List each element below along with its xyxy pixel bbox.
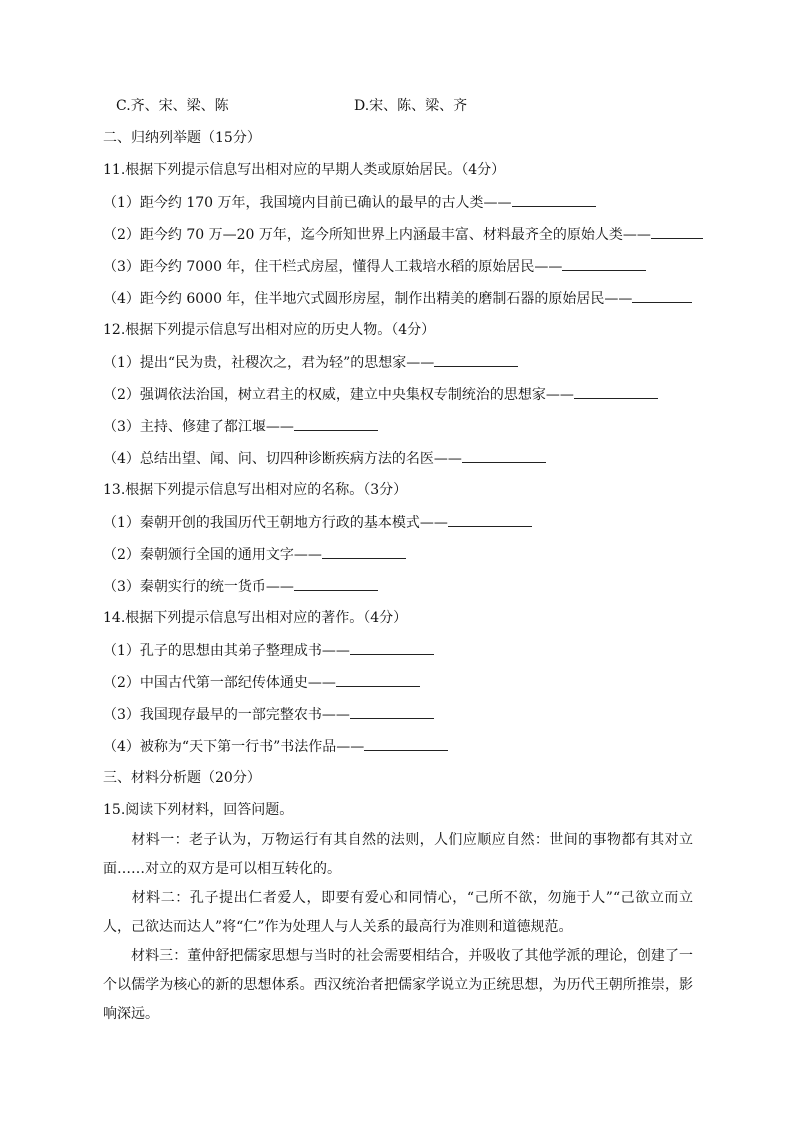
q15-material-1 <box>103 826 693 884</box>
q14-answer-2-blank[interactable] <box>336 672 420 687</box>
q15-stem: 15.阅读下列材料，回答问题。 <box>103 802 294 818</box>
q12-item-4 <box>103 448 546 469</box>
q13-item-1-text: （1）秦朝开创的我国历代王朝地方行政的基本模式—— <box>103 515 448 531</box>
q12-stem: 12.根据下列提示信息写出相对应的历史人物。（4分） <box>103 322 436 338</box>
section-2-title: 二、归纳列举题（15分） <box>103 130 261 146</box>
q12-item-2 <box>103 384 658 405</box>
q11-answer-1-blank[interactable] <box>512 192 596 207</box>
q13-answer-1-blank[interactable] <box>448 512 532 527</box>
q14-item-4 <box>103 736 448 757</box>
section-3-title: 三、材料分析题（20分） <box>103 770 261 786</box>
q11-item-2 <box>103 224 703 245</box>
q14-item-2-text: （2）中国古代第一部纪传体通史—— <box>103 675 336 691</box>
q12-item-4-text: （4）总结出望、闻、问、切四种诊断疾病方法的名医—— <box>103 451 462 467</box>
q14-item-1 <box>103 640 434 661</box>
q12-answer-3-blank[interactable] <box>294 416 378 431</box>
q15-material-3-text: 材料三：董仲舒把儒家思想与当时的社会需要相结合，并吸收了其他学派的理论，创建了一个以儒学为核心的新的思想体系。西汉统治者把儒家学说立为正统思想，为历代王朝所推崇，影响深远。 <box>103 948 693 1022</box>
q11-item-3-text: （3）距今约 7000 年，住干栏式房屋，懂得人工栽培水稻的原始居民—— <box>103 259 563 275</box>
q12-answer-1-blank[interactable] <box>434 352 518 367</box>
q14-item-1-text: （1）孔子的思想由其弟子整理成书—— <box>103 643 350 659</box>
q13-answer-2-blank[interactable] <box>322 544 406 559</box>
q12-item-2-text: （2）强调依法治国，树立君主的权威，建立中央集权专制统治的思想家—— <box>103 387 574 403</box>
q14-stem: 14.根据下列提示信息写出相对应的著作。（4分） <box>103 610 408 626</box>
q11-answer-3-blank[interactable] <box>562 256 646 271</box>
q13-item-2-text: （2）秦朝颁行全国的通用文字—— <box>103 547 322 563</box>
q11-item-2-text: （2）距今约 70 万—20 万年，迄今所知世界上内涵最丰富、材料最齐全的原始人类—— <box>103 227 651 243</box>
q13-stem: 13.根据下列提示信息写出相对应的名称。（3分） <box>103 482 408 498</box>
q13-item-1 <box>103 512 532 533</box>
q11-item-3 <box>103 256 646 277</box>
q14-item-4-text: （4）被称为“天下第一行书”书法作品—— <box>103 739 365 755</box>
option-d: D.宋、陈、梁、齐 <box>354 98 468 114</box>
q12-item-1-text: （1）提出“民为贵，社稷次之，君为轻”的思想家—— <box>103 355 435 371</box>
q12-item-3 <box>103 416 378 437</box>
q11-answer-2-blank[interactable] <box>651 224 703 239</box>
q13-item-3 <box>103 576 378 597</box>
q14-item-3-text: （3）我国现存最早的一部完整农书—— <box>103 707 350 723</box>
q15-material-1-text: 材料一：老子认为，万物运行有其自然的法则，人们应顺应自然：世间的事物都有其对立面……对立的双方是可以相互转化的。 <box>103 832 693 877</box>
q13-item-2 <box>103 544 406 565</box>
q11-item-4 <box>103 288 692 309</box>
q12-item-1 <box>103 352 518 373</box>
q12-answer-2-blank[interactable] <box>574 384 658 399</box>
q14-item-3 <box>103 704 434 725</box>
q11-answer-4-blank[interactable] <box>632 288 692 303</box>
q11-stem: 11.根据下列提示信息写出相对应的早期人类或原始居民。（4分） <box>103 162 506 178</box>
q15-material-3 <box>103 942 693 1029</box>
q11-item-1 <box>103 192 596 213</box>
q13-answer-3-blank[interactable] <box>294 576 378 591</box>
q15-material-2 <box>103 884 693 942</box>
q14-item-2 <box>103 672 420 693</box>
q13-item-3-text: （3）秦朝实行的统一货币—— <box>103 579 294 595</box>
q11-item-4-text: （4）距今约 6000 年，住半地穴式圆形房屋，制作出精美的磨制石器的原始居民—— <box>103 291 633 307</box>
q12-answer-4-blank[interactable] <box>462 448 546 463</box>
option-c: C.齐、宋、梁、陈 <box>116 98 229 114</box>
q15-material-2-text: 材料二：孔子提出仁者爱人，即要有爱心和同情心，“己所不欲，勿施于人”“己欲立而立人，己欲达而达人”将“仁”作为处理人与人关系的最高行为准则和道德规范。 <box>103 890 693 935</box>
q11-item-1-text: （1）距今约 170 万年，我国境内目前已确认的最早的古人类—— <box>103 195 512 211</box>
q14-answer-1-blank[interactable] <box>350 640 434 655</box>
q14-answer-4-blank[interactable] <box>364 736 448 751</box>
q14-answer-3-blank[interactable] <box>350 704 434 719</box>
q12-item-3-text: （3）主持、修建了都江堰—— <box>103 419 294 435</box>
